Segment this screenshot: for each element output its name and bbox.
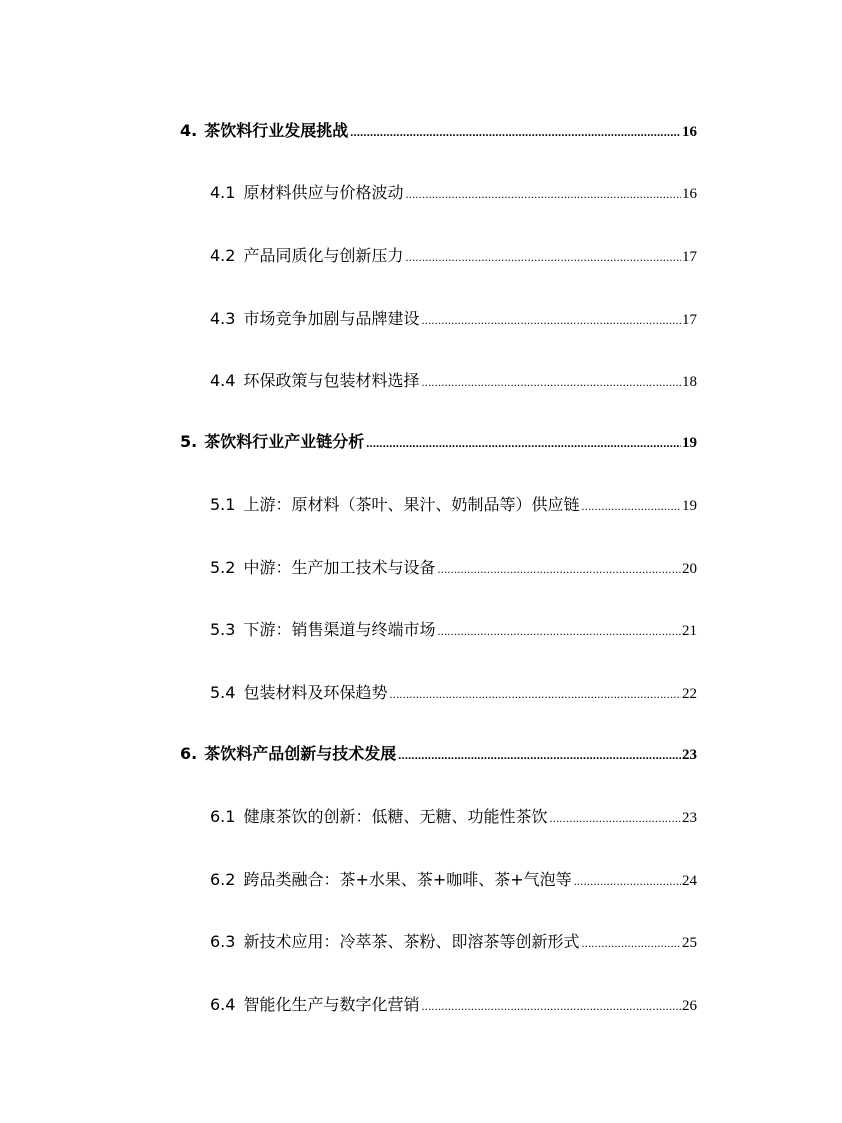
dot-leader (421, 314, 681, 326)
toc-page-number: 23 (682, 747, 697, 763)
toc-entry-number: 4.1 (210, 183, 236, 202)
toc-entry-title (210, 180, 403, 203)
toc-entry-6[interactable] (180, 741, 697, 765)
toc-page-number: 18 (682, 374, 697, 390)
toc-entry-title (210, 929, 579, 952)
toc-entry-text: 包装材料及环保趋势 (243, 683, 388, 702)
toc-entry-4[interactable] (180, 118, 697, 142)
toc-entry-5-2[interactable] (210, 555, 697, 579)
toc-entry-text: 茶饮料产品创新与技术发展 (204, 744, 397, 763)
toc-entry-number: 5.4 (210, 683, 236, 702)
toc-entry-4-3[interactable] (210, 306, 697, 330)
dot-leader (574, 875, 681, 887)
toc-entry-title (180, 118, 348, 141)
toc-entry-number: 5.3 (210, 620, 236, 639)
dot-leader (437, 563, 681, 575)
toc-entry-6-3[interactable] (210, 929, 697, 953)
toc-page-number: 19 (682, 498, 697, 514)
toc-entry-number: 4.3 (210, 309, 236, 328)
toc-entry-text: 产品同质化与创新压力 (243, 246, 404, 265)
dot-leader (437, 625, 681, 637)
dot-leader (549, 812, 681, 824)
toc-entry-number: 6.4 (210, 995, 236, 1014)
toc-page-number: 17 (682, 249, 697, 265)
toc-page-number: 25 (682, 935, 697, 951)
toc-entry-title (210, 555, 435, 578)
toc-entry-text: 中游：生产加工技术与设备 (243, 558, 436, 577)
toc-entry-text: 下游：销售渠道与终端市场 (243, 620, 436, 639)
toc-page-number: 19 (682, 435, 697, 451)
toc-entry-title (210, 804, 547, 827)
toc-entry-title (180, 741, 396, 764)
dot-leader (398, 749, 681, 761)
toc-page-number: 16 (682, 186, 697, 202)
dot-leader (366, 437, 681, 449)
toc-entry-text: 市场竞争加剧与品牌建设 (243, 309, 420, 328)
dot-leader (421, 1000, 681, 1012)
toc-entry-number: 6.1 (210, 807, 236, 826)
toc-entry-title (210, 306, 419, 329)
toc-entry-title (210, 492, 579, 515)
toc-entry-number: 6.2 (210, 870, 236, 889)
toc-entry-number: 5. (180, 432, 198, 451)
toc-entry-5[interactable] (180, 429, 697, 453)
toc-entry-title (180, 429, 364, 452)
toc-entry-number: 5.2 (210, 558, 236, 577)
toc-entry-title (210, 992, 419, 1015)
toc-entry-text: 茶饮料行业发展挑战 (204, 121, 349, 140)
toc-page-number: 21 (682, 623, 697, 639)
toc-page-number: 16 (682, 124, 697, 140)
toc-entry-text: 智能化生产与数字化营销 (243, 995, 420, 1014)
toc-entry-text: 环保政策与包装材料选择 (243, 371, 420, 390)
toc-entry-title (210, 617, 435, 640)
toc-entry-title (210, 368, 419, 391)
toc-entry-text: 上游：原材料（茶叶、果汁、奶制品等）供应链 (243, 495, 580, 514)
dot-leader (405, 188, 681, 200)
toc-entry-6-2[interactable] (210, 867, 697, 891)
dot-leader (350, 126, 681, 138)
toc-entry-4-1[interactable] (210, 180, 697, 204)
toc-entry-number: 6. (180, 744, 198, 763)
toc-entry-number: 6.3 (210, 932, 236, 951)
toc-entry-number: 4.2 (210, 246, 236, 265)
dot-leader (421, 376, 681, 388)
dot-leader (405, 251, 681, 263)
toc-entry-6-4[interactable] (210, 992, 697, 1016)
toc-entry-text: 跨品类融合：茶+水果、茶+咖啡、茶+气泡等 (243, 870, 572, 889)
dot-leader (581, 937, 681, 949)
toc-entry-6-1[interactable] (210, 804, 697, 828)
toc-entry-text: 茶饮料行业产业链分析 (204, 432, 365, 451)
toc-entry-4-4[interactable] (210, 368, 697, 392)
dot-leader (581, 500, 681, 512)
toc-entry-title (210, 867, 572, 890)
toc-entry-5-4[interactable] (210, 680, 697, 704)
toc-entry-number: 4.4 (210, 371, 236, 390)
toc-entry-number: 4. (180, 121, 198, 140)
toc-entry-text: 健康茶饮的创新：低糖、无糖、功能性茶饮 (243, 807, 548, 826)
toc-page-number: 22 (682, 686, 697, 702)
toc-entry-5-3[interactable] (210, 617, 697, 641)
toc-page-number: 26 (682, 998, 697, 1014)
toc-page-number: 24 (682, 873, 697, 889)
toc-entry-title (210, 680, 387, 703)
dot-leader (389, 688, 681, 700)
toc-entry-number: 5.1 (210, 495, 236, 514)
toc-entry-5-1[interactable] (210, 492, 697, 516)
toc-entry-text: 原材料供应与价格波动 (243, 183, 404, 202)
toc-entry-title (210, 243, 403, 266)
toc-entry-text: 新技术应用：冷萃茶、茶粉、即溶茶等创新形式 (243, 932, 580, 951)
toc-page-number: 23 (682, 810, 697, 826)
toc-entry-4-2[interactable] (210, 243, 697, 267)
toc-page-number: 17 (682, 312, 697, 328)
toc-page-number: 20 (682, 561, 697, 577)
